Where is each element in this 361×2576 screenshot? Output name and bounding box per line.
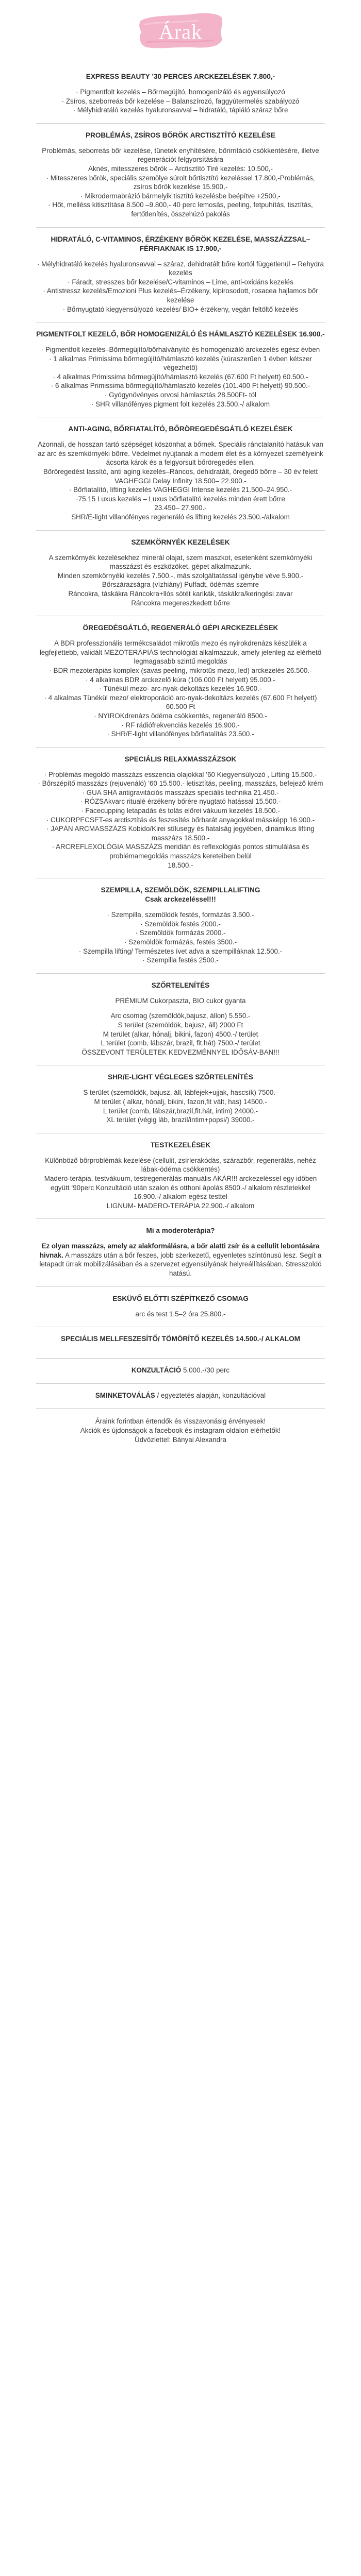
section-text: A BDR professzionális termékcsaládot mikrotűs mezo és nyirokdrenázs készülék a legfejlettebb, validált MEZOTERÁPIÁS technológiát alkalmazzuk, amely jelenleg az elérhető legmagasabb szintű megoldás · BDR mezoterápiás komplex (savas peeling, mikrotűs mezo, led) arckezelés 26.500.- · 4 alkalmas BDR arckezelő kúra (106.000 Ft helyett) 95.000.- · Tünékül mezo- arc-nyak-dekoltázs kezelés 16.900.- · 4 alkalmas Tünékül mezo/ elektroporáció arc-nyak-dekoltázs kezelés (67.600 Ft helyett) 60.500 Ft · NYIROKdrenázs ödéma csökkentés, regeneráló 8500.- · RF rádiófrekvenciás kezelés 16.900.- · SHR/E-light villanófényes bőrfiatalítás 23.500.-	[39, 639, 322, 738]
price-section	[36, 417, 325, 530]
price-section	[36, 1133, 325, 1219]
section-heading: ESKÜVŐ ELŐTTI SZÉPÍTKEZŐ CSOMAG	[112, 1294, 249, 1302]
section-text: S terület (szemöldök, bajusz, áll, lábfejek+ujjak, hascsík) 7500.- M terület ( alkar, hónalj, bikini, fazon,fit vált, has) 14500.- L terület (comb, lábszár,brazil,fit.hát, intim) 24000.- XL terület (végig láb, brazil/intim+popsi/) 39000.-	[83, 1089, 278, 1124]
price-section	[36, 1218, 325, 1286]
section-text: A szemkörnyék kezelésekhez minerál olajat, szem maszkot, esetenként szemkörnyéki masszázst és eszközöket, gépet alkalmazunk. Minden szemkörnyéki kezelés 7.500.-, más szolgáltatással igénybe véve 5.900.- Bőrszárazságra (vízhiány) Puffadt, ödémás szemre Ráncokra, táskákra Ráncokra+llós sötét karikák, táskákra/keringési zavar Ráncokra megereszkedett bőrre	[48, 553, 313, 607]
price-section	[36, 1286, 325, 1327]
section-text: Azonnali, de hosszan tartó szépséget köszönhat a bőrnek. Speciális ránctalanító hatásuk van az arc és szemkörnyéki bőrre. Védelmet nyújtanak a modern élet és a környezet személyeink ácsorta károk és a felgyorsult bőröregedés ellen. Bőröregedést lassító, anti aging kezelés–Ráncos, dehidratált, öregedő bőrre – 30 év felett VAGHEGGI Delay Infinity 18.500– 22.900.- · Bőrfiatalító, lifting kezelés VAGHEGGI Intense kezelés 21.500–24.950.- ·75.15 Luxus kezelés – Luxus bőrfiatalító kezelés minden érett bőrre 23.450– 27.900.- SHR/E-light villanófényes regeneráló és lifting kezelés 23.500.-/alkalom	[38, 440, 323, 521]
section-heading: SPECIÁLIS MELLFESZESÍTŐ/ TÖMÖRÍTŐ KEZELÉS 14.500.-/ ALKALOM	[61, 1335, 300, 1343]
price-section	[36, 878, 325, 973]
section-heading: SZŐRTELENÍTÉS	[151, 981, 210, 989]
price-section	[36, 1327, 325, 1358]
section-heading: SPECIÁLIS RELAXMASSZÁZSOK	[124, 755, 237, 763]
price-section	[36, 227, 325, 323]
section-heading: SZEMKÖRNYÉK KEZELÉSEK	[131, 538, 230, 546]
makeup-label: SMINKETOVÁLÁS	[95, 1391, 155, 1399]
section-heading: SHR/E-LIGHT VÉGLEGES SZŐRTELENÍTÉS	[108, 1073, 253, 1081]
price-section	[36, 65, 325, 123]
section-heading: HIDRATÁLÓ, C-VITAMINOS, ÉRZÉKENY BŐRÖK KEZELÉSE, MASSZÁZZSAL–FÉRFIAKNAK IS 17.900,-	[51, 235, 310, 252]
makeup-row	[36, 1383, 325, 1409]
makeup-value: / egyeztetés alapján, konzultációval	[157, 1391, 266, 1399]
consultation-value: 5.000.-/30 perc	[183, 1366, 230, 1375]
section-text: · Mélyhidratáló kezelés hyaluronsavval – száraz, dehidratált bőre kortól függetlenül – Rehydra kezelés · Fáradt, stresszes bőr kezelése/C-vitaminos – Lime, anti-oxidáns kezelés · Antistressz kezelés/Emozioni Plus kezelés–Érzékeny, kipirosodott, rosacea hajlamos bőr kezelése · Bőrnyugtató kiegyensúlyozó kezelés/ BIO+ érzékeny, vegán feltöltő kezelés	[37, 260, 324, 313]
page-title: Árak	[159, 20, 202, 43]
section-text: Problémás, seborreás bőr kezelése, tünetek enyhítésére, bőrirritáció csökkentésére, illetve regenerációt felgyorsítására Aknés, mitesszeres bőrök – Arctisztító Tiré kezelés: 10.500,- · Mitesszeres bőrök, speciális szemölye súrolt bőrtisztító kezeléssel 17.800,-Problémás, zsíros bőrök kezelése 15.900,- · Mikrodermabrázió bármelyik tisztító kezelésbe beépítve +2500,- · Hőt, melléss kitisztítása 8.500 –9.800,- 40 perc lemosás, peeling, fetpuhítás, tisztítás, fertőtlenítés, összehúzó pakolás	[42, 146, 319, 218]
section-lead-bold: Ez olyan masszázs, amely az alakformálásra, a bőr alatti zsír és a cellulit lebontására hivnak.	[39, 1242, 320, 1259]
consultation-label: KONZULTÁCIÓ	[131, 1366, 182, 1375]
section-heading: EXPRESS BEAUTY ’30 PERCES ARCKEZELÉSEK 7.800,-	[86, 73, 275, 80]
price-section	[36, 123, 325, 227]
section-text: Arc csomag (szemöldök,bajusz, állon) 5.550.- S terület (szemöldök, bajusz, áll) 2000 Ft M terület (alkar, hónalj, bikini, fazon) 4500.-/ terület L terület (comb, lábszár, brazil, fit.hát) 7500.-/ terület ÖSSZEVONT TERÜLETEK KEDVEZMÉNNYEL IDŐSÁV-BAN!!!	[81, 1012, 280, 1056]
section-text: · Problémás megoldó masszázs esszencia olajokkal ’60 Kiegyensúlyozó , Lifting 15.500.- · Bőrszépítő masszázs (rejuvenáló) ’60 15.500.- letisztítás, peeling, masszázs, befejező krém · GUA SHA antigravitációs masszázs speciális technika 21.450.- · RÓZSAkvarc ritualé érzékeny bőrére nyugtató hatással 15.500.- · Facecupping letapadás és tolás előrei vákuum kezelés 18.500.- · CUKORPECSET-es arctisztítás és feszesítés bőrbarát anyagokkal mássképp 16.900.- · JAPÁN ARCMASSZÁZS Kobido/Kirei stílusegy és fiatalság jegyében, dinamikus lifting masszázs 18.500.- · ARCREFLEXOLÓGIA MASSZÁZS meridián és reflexológiás pontos stimulálása és problémamegoldás masszázs kereteiben belül 18.500.-	[38, 770, 323, 869]
section-subtitle: PRÉMIUM Cukorpaszta, BIO cukor gyanta	[115, 996, 246, 1005]
section-text: · Szempilla, szemöldök festés, formázás 3.500.- · Szemöldök festés 2000.- · Szemöldök formázás 2000.- · Szemöldök formázás, festés 3500.- · Szempilla lifting/ Természetes ívet adva a szempilláknak 12.500.- · Szempilla festés 2500.-	[78, 911, 283, 964]
section-text: Különböző bőrproblémák kezelése (cellulit, zsírlerakódás, szárazbőr, regenerálás, nehéz lábak-ödéma csökkentés) Madero-terápia, testvákuum, testregenerálás manuális AKÁR!!! arckezeléssel egy időben együtt ’90perc Konzultáció után szalon és otthoni ápolás 8500.-/ alkalom részletekkel 16.900.-/ alkalom egész testtel LIGNUM- MADERO-TERÁPIA 22.900.-/ alkalom	[44, 1156, 317, 1210]
section-heading: TESTKEZELÉSEK	[150, 1141, 211, 1149]
footer-note	[36, 1408, 325, 1444]
price-section	[36, 322, 325, 417]
title-area	[0, 0, 361, 65]
price-section	[36, 973, 325, 1065]
price-section	[36, 616, 325, 747]
consultation-row	[36, 1358, 325, 1383]
section-heading: PROBLÉMÁS, ZSÍROS BŐRÖK ARCTISZTÍTÓ KEZELÉSE	[85, 131, 276, 139]
section-text: · Pigmentfolt kezelés – Bőrmegújító, homogenizáló és egyensúlyozó · Zsíros, szeborreás bőr kezelése – Balanszírozó, faggyútermelés szabályozó · Mélyhidratáló kezelés hyaluronsavval – hidratáló, tápláló száraz bőre	[61, 88, 300, 114]
price-section	[36, 747, 325, 878]
price-section	[36, 1065, 325, 1132]
section-heading: PIGMENTFOLT KEZELŐ, BŐR HOMOGENIZÁLÓ ÉS HÁMLASZTÓ KEZELÉSEK 16.900.-	[36, 330, 325, 338]
section-text: arc és test 1.5–2 óra 25.800.-	[135, 1310, 226, 1318]
section-heading: ÖREGEDÉSGÁTLÓ, REGENERÁLÓ GÉPI ARCKEZELÉSEK	[83, 624, 278, 632]
title-badge	[137, 9, 224, 54]
section-text: Ez olyan masszázs, amely az alakformálásra, a bőr alatti zsír és a cellulit lebontására hivnak. A masszázs után a bőr feszes, jobb szerkezetű, egyenletes színtónusú lesz. Segít a letapadt ürrak mobilizálásában és a szervezet egyensúlyának helyreállításában, Stresszoldó hatású.	[39, 1242, 322, 1278]
section-heading: ANTI-AGING, BŐRFIATALÍTÓ, BŐRÖREGEDÉSGÁTLÓ KEZELÉSEK	[68, 425, 293, 433]
sections-container	[0, 65, 361, 1358]
price-section	[36, 530, 325, 616]
section-heading: SZEMPILLA, SZEMÖLDÖK, SZEMPILLALIFTING Csak arckezeléssel!!!	[101, 886, 260, 904]
section-text: · Pigmentfolt kezelés–Bőrmegújító/bőrhalványító és homogenizáló arckezelés egész évben · 1 alkalmas Primissima bőrmegújító/hámlasztó kezelés (kúraszerűen 1 évben kétszer végezhető) · 4 alkalmas Primissima bőrmegújító/hámlasztó kezelés (67.600 Ft helyett) 60.500.- · 6 alkalmas Primissima bőrmegújító/hámlasztó kezelés (101.400 Ft helyett) 90.500.- · Gyógynövényes orvosi hámlasztás 28.500Ft- tól · SHR villanófényes pigment folt kezelés 23.500.-/ alkalom	[41, 346, 320, 408]
section-heading: Mi a moderoterápia?	[146, 1227, 215, 1235]
footer-text: Áraink forintban értendők és visszavonásig érvényesek! Akciók és újdonságok a facebook és instagram oldalon elérhetők! Üdvözlettel: Bányai Alexandra	[80, 1417, 281, 1444]
